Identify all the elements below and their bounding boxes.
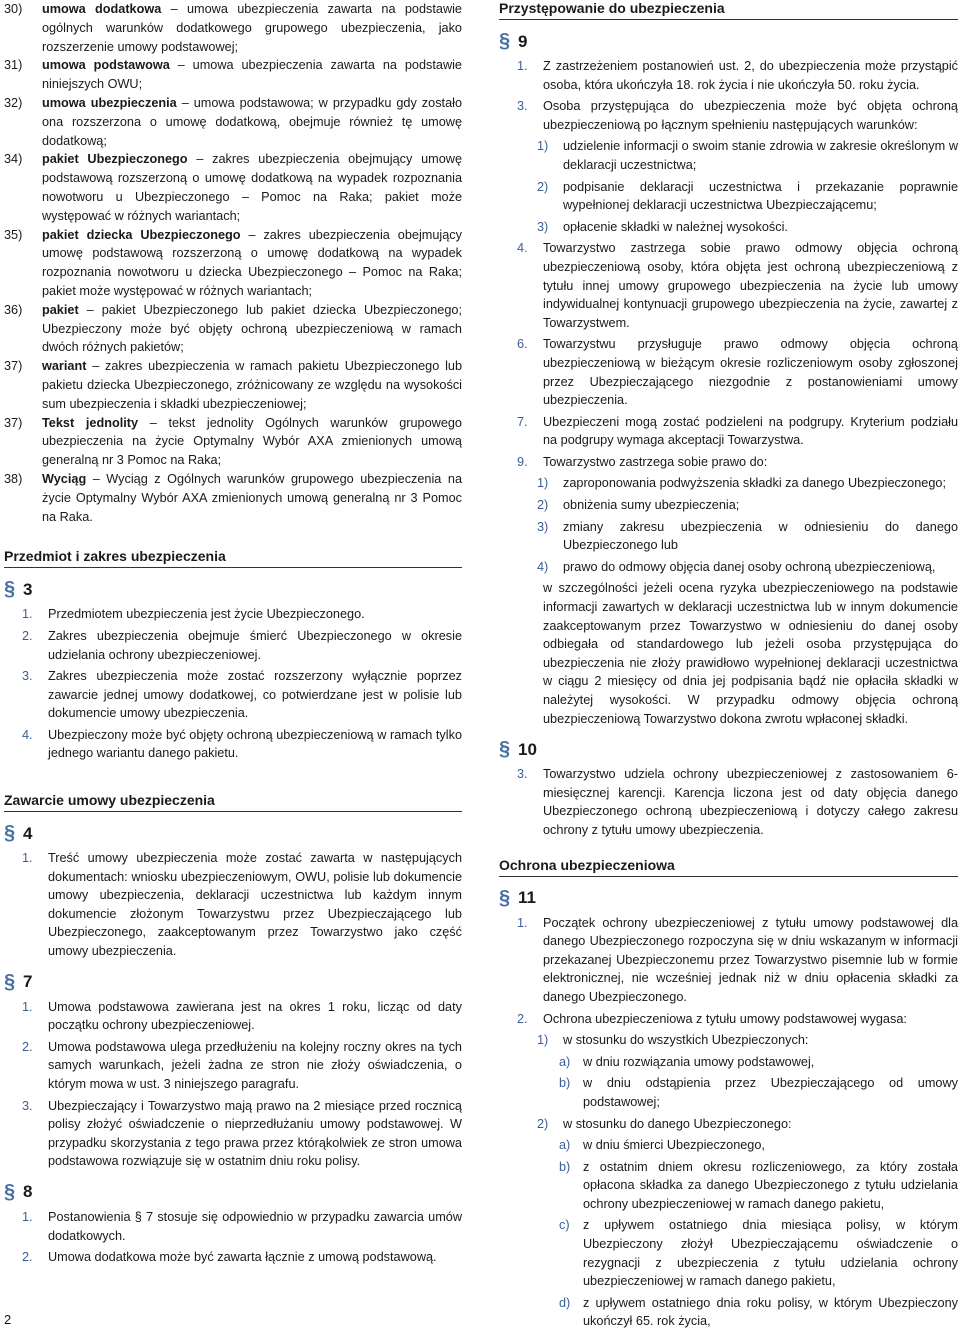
- continuation-text: w szczególności jeżeli ocena ryzyka ubezpieczeniowego na podstawie informacji zawartych w deklaracji uczestnictwa lub w innym dokumencie zaakceptowanym przez Towarzystwo w odniesieniu do danej osoby odbiegała od standardowego lub jeżeli osoba przystępująca do ubezpieczenia nie złoży prawidłowo wypełnionej deklaracji uczestnictwa w ciągu 2 miesięcy od dnia jej podpisania bądź nie opłaciła składki w należytej wysokości. W przypadku odmowy objęcia ochroną ubezpieczeniową Towarzystwo dokona zwrotu wpłaconej składki.: [543, 581, 958, 726]
- section-sign-icon: §: [4, 822, 16, 845]
- sub-sub-item: a) w dniu śmierci Ubezpieczonego,: [559, 1138, 765, 1153]
- list-item: 3. Towarzystwo udziela ochrony ubezpieczeniowej z zastosowaniem 6-miesięcznej karencji. Karencja liczona jest od daty objęcia danego Ubezpieczonego ochroną ubezpieczeniową i dotyczy całego zakresu ochrony z tytułu umowy ubezpieczenia.: [517, 767, 958, 837]
- paragraph-heading: § 3: [4, 578, 33, 601]
- sub-item: 3) zmiany zakresu ubezpieczenia w odniesieniu do danego Ubezpieczonego lub: [537, 519, 958, 553]
- list-item: 9. Towarzystwo zastrzega sobie prawo do:: [517, 454, 768, 469]
- sub-item: 2) w stosunku do danego Ubezpieczonego:: [537, 1116, 792, 1131]
- sub-sub-item: b) w dniu odstąpienia przez Ubezpieczającego od umowy podstawowej;: [559, 1076, 958, 1109]
- sub-item: 2) podpisanie deklaracji uczestnictwa i przekazanie poprawnie wypełnionej deklaracji uczestnictwa Ubezpieczającemu;: [537, 179, 958, 213]
- list-item: 4. Towarzystwo zastrzega sobie prawo odmowy objęcia ochroną ubezpieczeniową osoby, która objęta jest ochroną ubezpieczeniową z tytułu innej umowy grupowego ubezpieczenia na życie lub umowy indywidualnej kontynuacji grupowego ubezpieczenia na życie, zawartej z Towarzystwem.: [517, 241, 958, 330]
- definition-item: 36) pakiet – pakiet Ubezpieczonego lub pakiet dziecka Ubezpieczonego; Ubezpieczony może być objęty ochroną ubezpieczeniową w ramach dwóch różnych pakietów;: [4, 302, 462, 355]
- section-title: Zawarcie umowy ubezpieczenia: [4, 792, 462, 812]
- sub-sub-item: c) z upływem ostatniego dnia miesiąca polisy, w którym Ubezpieczony złożył Ubezpieczającemu oświadczenie o rezygnacji z ubezpieczenia z tytułu udzielania ochrony ubezpieczeniowej w ramach danego pakietu,: [559, 1218, 958, 1289]
- definition-item: 35) pakiet dziecka Ubezpieczonego – zakres ubezpieczenia obejmujący umowę podstawową rozszerzoną o umowę dodatkową na wypadek rozpoznania nowotworu u dziecka Ubezpieczonego – Pomoc na Raka; pakiet może występować w różnych wariantach;: [4, 227, 462, 298]
- sub-item: 1) udzielenie informacji o swoim stanie zdrowia w zakresie określonym w deklaracji uczestnictwa;: [537, 139, 958, 172]
- list-item: 1. Przedmiotem ubezpieczenia jest życie Ubezpieczonego.: [22, 607, 365, 622]
- definition-item: 31) umowa podstawowa – umowa ubezpieczenia zawarta na podstawie niniejszych OWU;: [4, 58, 462, 92]
- sub-item: 2) obniżenia sumy ubezpieczenia;: [537, 498, 740, 513]
- section-sign-icon: §: [4, 970, 16, 993]
- section-title: Ochrona ubezpieczeniowa: [499, 857, 958, 877]
- list-item: 1. Początek ochrony ubezpieczeniowej z tytułu umowy podstawowej dla danego Ubezpieczonego rozpoczyna się w dniu wskazanym w informacji przekazanej Ubezpieczonemu przez Towarzystwo pisemnie lub w formie elektronicznej, nie wcześniej jednak niż w dniu opłacenia składki za danego Ubezpieczonego.: [517, 915, 958, 1004]
- definition-item: 32) umowa ubezpieczenia – umowa podstawowa; w przypadku gdy zostało ona rozszerzona o umowę dodatkową, obejmuje również tę umowę dodatkową;: [4, 95, 463, 148]
- section-sign-icon: §: [499, 886, 511, 909]
- section-sign-icon: §: [4, 1180, 16, 1203]
- paragraph-heading: § 11: [499, 886, 536, 909]
- sub-item: 1) zaproponowania podwyższenia składki za danego Ubezpieczonego;: [537, 476, 946, 491]
- section-title: Przystępowanie do ubezpieczenia: [499, 0, 958, 20]
- definition-item: 38) Wyciąg – Wyciąg z Ogólnych warunków grupowego ubezpieczenia na życie Optymalny Wybór AXA zmienionych umową generalną nr 3 Pomoc na Raka.: [4, 471, 462, 524]
- sub-sub-item: d) z upływem ostatniego dnia roku polisy, w którym Ubezpieczony ukończył 65. rok życia,: [559, 1295, 958, 1329]
- sub-item: 4) prawo do odmowy objęcia danej osoby ochroną ubezpieczeniową,: [537, 559, 936, 574]
- list-item: 1. Treść umowy ubezpieczenia może zostać zawarta w następujących dokumentach: wniosku ubezpieczeniowym, OWU, polisie lub dokumencie umowy ubezpieczenia, deklaracji uczestnictwa lub każdym innym dokumencie złożonym Towarzystwu przez Ubezpieczającego lub Ubezpieczonego, zaakceptowanym przez Towarzystwo jako część umowy ubezpieczenia.: [22, 851, 462, 959]
- left-column: [4, 0, 462, 1270]
- list-item: 2. Umowa podstawowa ulega przedłużeniu na kolejny roczny okres na tych samych warunkach, jeżeli żadna ze stron nie złoży oświadczenia, o którym mowa w ust. 3 niniejszego paragrafu.: [22, 1039, 462, 1091]
- section-title: Przedmiot i zakres ubezpieczenia: [4, 548, 462, 568]
- list-item: 1. Postanowienia § 7 stosuje się odpowiednio w przypadku zawarcia umów dodatkowych.: [22, 1209, 462, 1243]
- list-item: 2. Zakres ubezpieczenia obejmuje śmierć Ubezpieczonego w okresie udzielania ochrony ubezpieczeniowej.: [22, 628, 462, 662]
- list-item: 4. Ubezpieczony może być objęty ochroną ubezpieczeniową w ramach tylko jednego wariantu danego pakietu.: [22, 727, 462, 761]
- list-item: 1. Z zastrzeżeniem postanowień ust. 2, do ubezpieczenia może przystąpić osoba, która ukończyła 18. rok życia i nie ukończyła 50. roku życia.: [517, 59, 958, 92]
- section-sign-icon: §: [499, 30, 511, 52]
- list-item: 3. Ubezpieczający i Towarzystwo mają prawo na 2 miesiące przed rocznicą polisy złożyć oświadczenie o nieprzedłużaniu umowy podstawowej. W przypadku skorzystania z tego prawa przez którąkolwiek ze stron umowa podstawowa rozwiązuje się w ostatnim dniu roku polisy.: [22, 1098, 462, 1169]
- list-item: 3. Zakres ubezpieczenia może zostać rozszerzony wyłącznie poprzez zawarcie jednej umowy dodatkowej, co potwierdzane jest w polisie lub dokumencie umowy ubezpieczenia.: [22, 669, 462, 721]
- paragraph-heading: § 8: [4, 1180, 33, 1203]
- definitions-list: [4, 0, 462, 526]
- sub-item: 3) opłacenie składki w należnej wysokości.: [537, 219, 788, 234]
- paragraph-heading: § 9: [499, 30, 528, 52]
- definition-item: 37) Tekst jednolity – tekst jednolity Ogólnych warunków grupowego ubezpieczenia na życie Optymalny Wybór AXA zmienionych umową generalną nr 3 Pomoc na Raka;: [4, 415, 462, 468]
- list-item: 6. Towarzystwu przysługuje prawo odmowy objęcia ochroną ubezpieczeniową w bieżącym okresie rozliczeniowym osoby zgłoszonej przez Ubezpieczającego niezgodnie z postanowieniami umowy ubezpieczenia.: [517, 337, 958, 408]
- right-column: [499, 0, 958, 1334]
- list-item: 7. Ubezpieczeni mogą zostać podzieleni na podgrupy. Kryterium podziału na podgrupy wymaga akceptacji Towarzystwa.: [517, 414, 958, 448]
- paragraph-heading: § 10: [499, 738, 537, 761]
- paragraph-heading: § 4: [4, 822, 33, 845]
- list-item: 3. Osoba przystępująca do ubezpieczenia może być objęta ochroną ubezpieczeniową po łącznym spełnieniu następujących warunków:: [517, 99, 958, 132]
- sub-item: 1) w stosunku do wszystkich Ubezpieczonych:: [537, 1033, 809, 1048]
- definition-item: 34) pakiet Ubezpieczonego – zakres ubezpieczenia obejmujący umowę podstawową rozszerzoną o umowę dodatkową na wypadek rozpoznania nowotworu u Ubezpieczonego – Pomoc na Raka; pakiet może występować w różnych wariantach;: [4, 152, 463, 223]
- sub-sub-item: b) z ostatnim dniem okresu rozliczeniowego, za który została opłacona składka za danego Ubezpieczonego z tytułu udzielania ochrony ubezpieczeniowej w ramach danego pakietu,: [559, 1159, 958, 1211]
- page-number: 2: [4, 1312, 12, 1327]
- definition-item: 37) wariant – zakres ubezpieczenia w ramach pakietu Ubezpieczonego lub pakietu dziecka Ubezpieczonego, zróżnicowany ze względu na wysokości sum ubezpieczenia i składki ubezpieczeniowej;: [4, 359, 462, 411]
- list-item: 1. Umowa podstawowa zawierana jest na okres 1 roku, licząc od daty początku ochrony ubezpieczeniowej.: [22, 999, 462, 1033]
- paragraph-heading: § 7: [4, 970, 33, 993]
- section-sign-icon: §: [499, 738, 511, 761]
- section-sign-icon: §: [4, 578, 16, 601]
- definition-item: 30) umowa dodatkowa – umowa ubezpieczenia zawarta na podstawie ogólnych warunków dodatkowego grupowego ubezpieczenia, jako rozszerzenie umowy podstawowej;: [4, 2, 462, 54]
- sub-sub-item: a) w dniu rozwiązania umowy podstawowej,: [559, 1054, 815, 1069]
- list-item: 2. Ochrona ubezpieczeniowa z tytułu umowy podstawowej wygasa:: [517, 1011, 907, 1026]
- list-item: 2. Umowa dodatkowa może być zawarta łącznie z umową podstawową.: [22, 1250, 437, 1265]
